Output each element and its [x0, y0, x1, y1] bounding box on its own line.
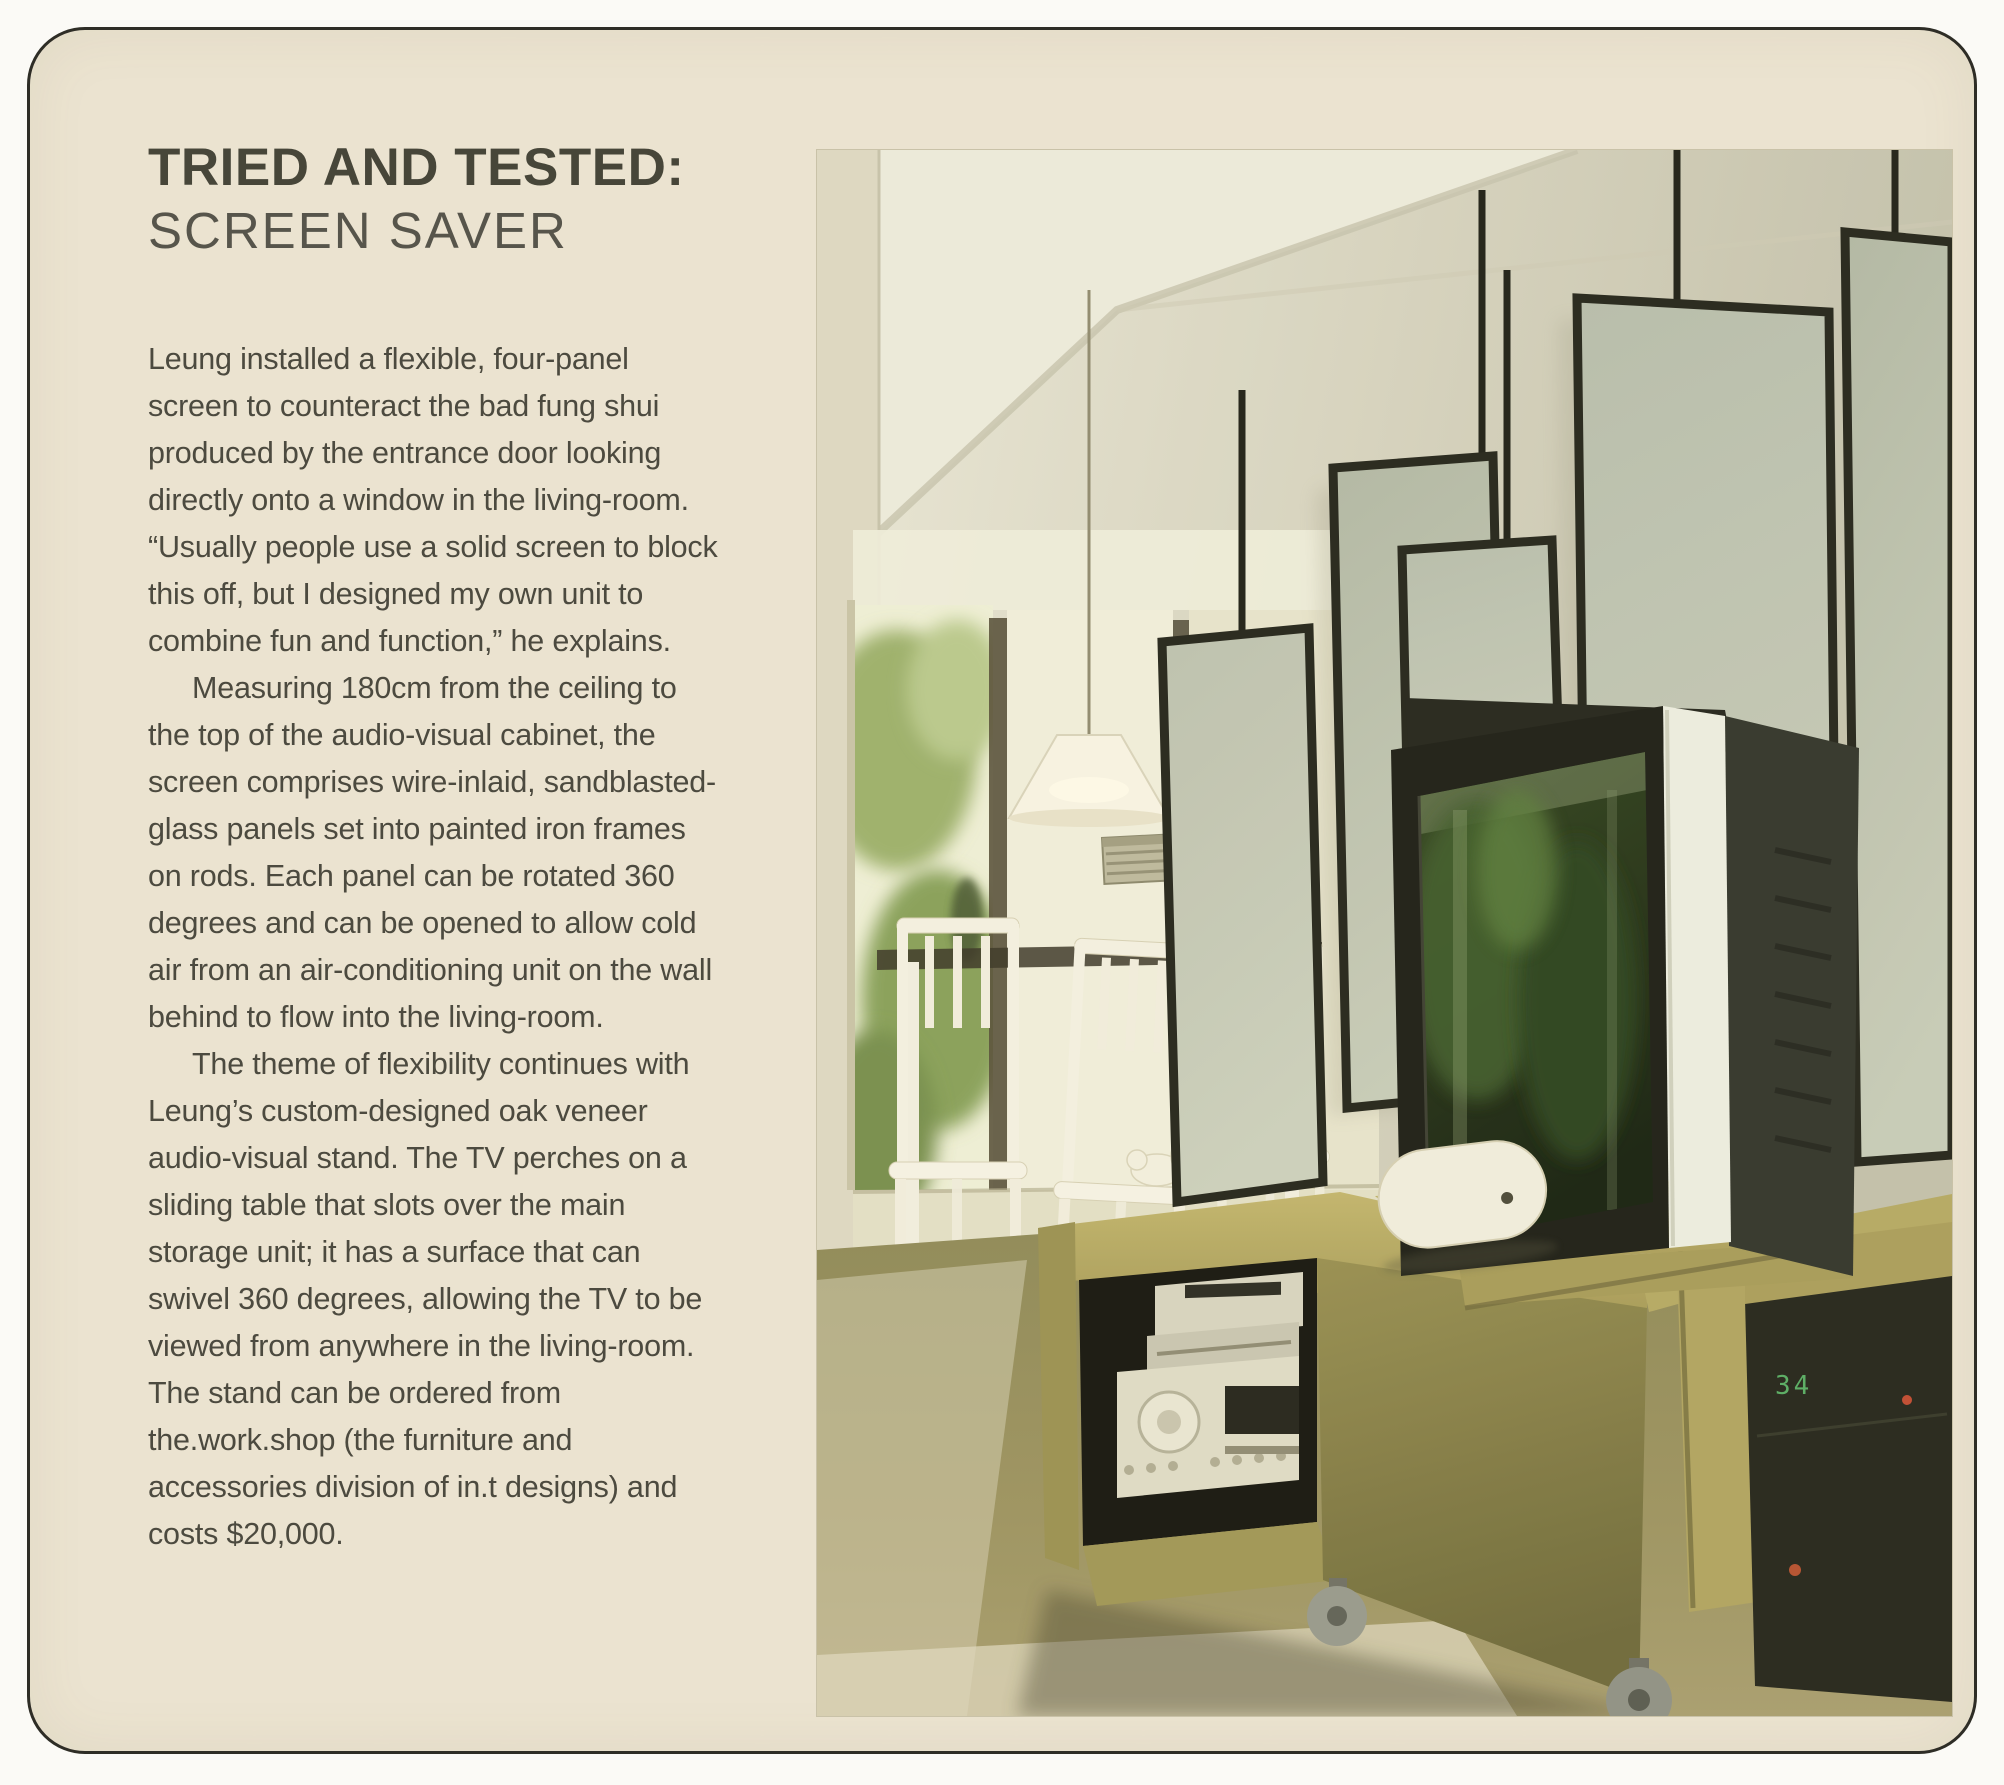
article-header [148, 138, 788, 261]
led-display: 34 [1775, 1371, 1813, 1401]
paragraph-2: Measuring 180cm from the ceiling to the top of the audio-visual cabinet, the screen comprises wire-inlaid, sandblasted-glass panels set into painted iron frames on rods. Each panel can be rotated 360 degrees and can be opened to allow cold air from an air-conditioning unit on the wall behind to flow into the living-room. [148, 671, 716, 1034]
photo-illustration [817, 150, 1952, 1716]
page-subtitle: SCREEN SAVER [148, 202, 568, 260]
photo-warm-overlay [817, 150, 1952, 1716]
interior-photo [817, 150, 1952, 1716]
paragraph-1: Leung installed a flexible, four-panel screen to counteract the bad fung shui produced by the entrance door looking directly onto a window in the living-room. “Usually people use a solid screen to block this off, but I designed my own unit to combine fun and function,” he explains. [148, 342, 718, 658]
page-title: TRIED AND TESTED: [148, 138, 685, 197]
article-card [27, 27, 1977, 1754]
article-body [148, 336, 726, 1558]
paragraph-3: The theme of flexibility continues with Leung’s custom-designed oak veneer audio-visual stand. The TV perches on a sliding table that slots over the main storage unit; it has a surface that can swivel 360 degrees, allowing the TV to be viewed from anywhere in the living-room. The stand can be ordered from the.work.shop (the furniture and accessories division of in.t designs) and costs $20,000. [148, 1047, 703, 1551]
